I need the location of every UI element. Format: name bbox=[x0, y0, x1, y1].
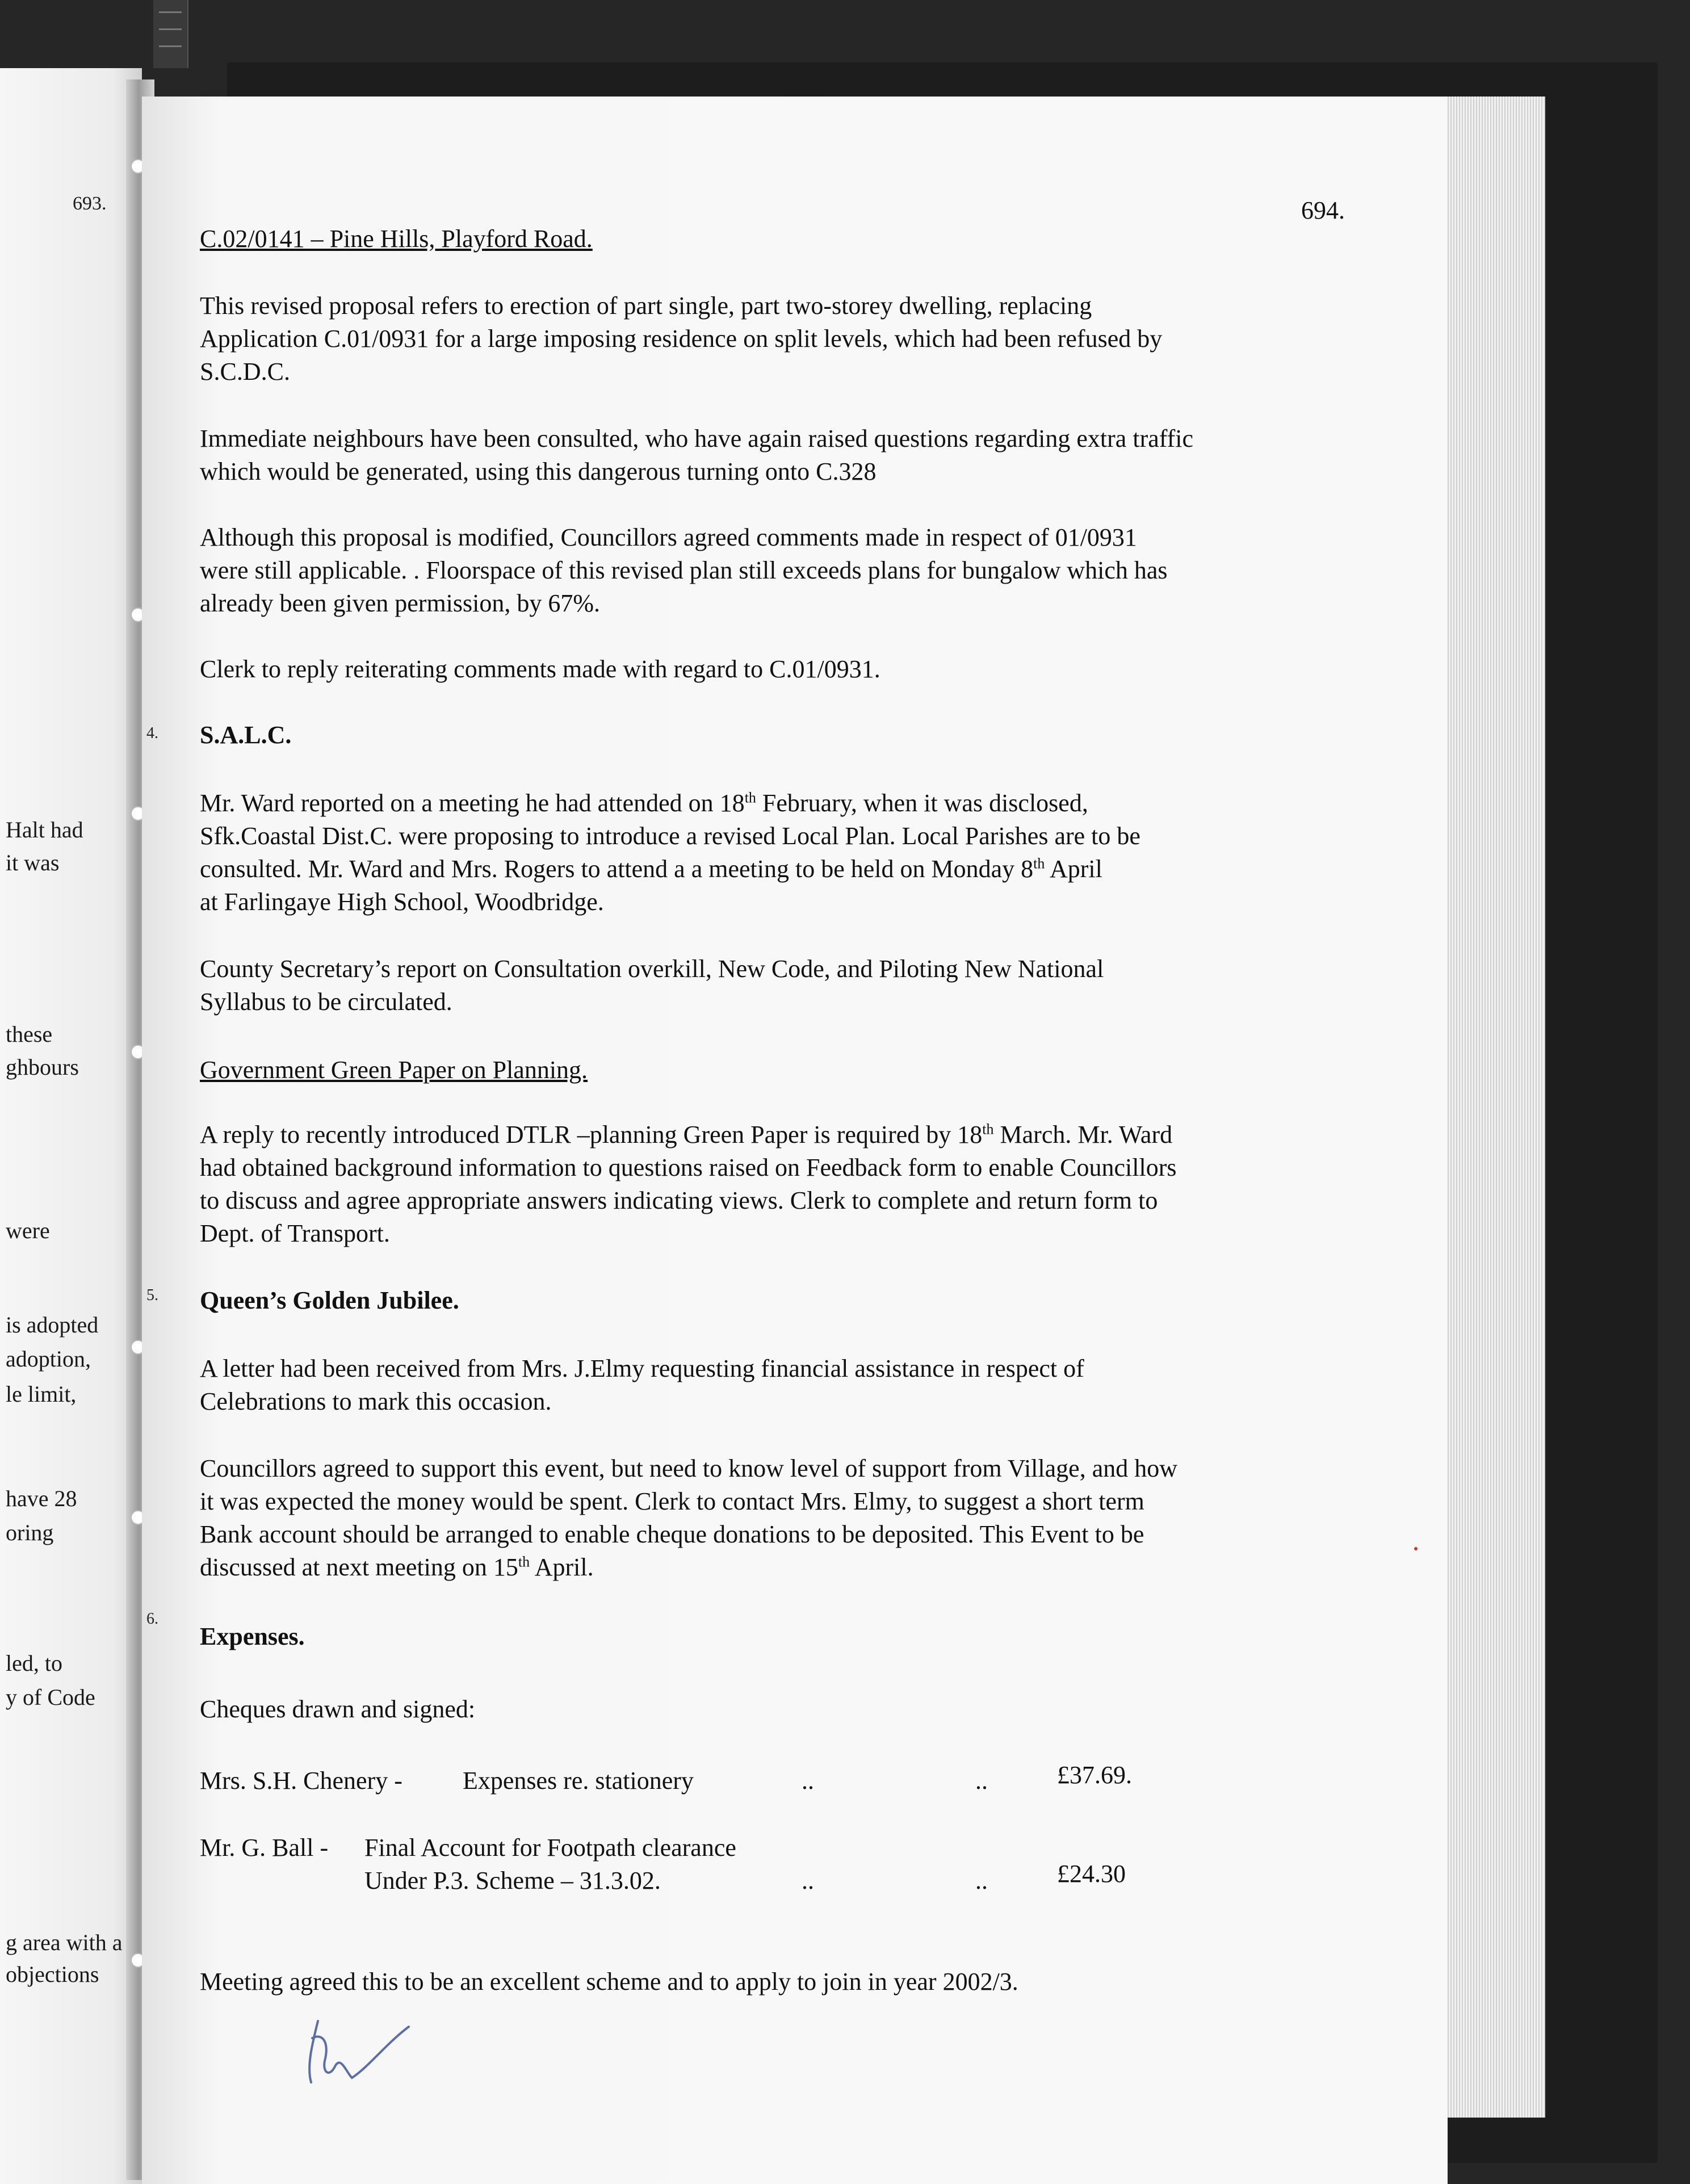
closing-line: Meeting agreed this to be an excellent scheme and to apply to join in year 2002/3. bbox=[200, 1968, 1018, 1996]
expense-leader: .. bbox=[975, 1767, 988, 1795]
left-fragment: led, to bbox=[6, 1650, 62, 1676]
left-fragment: have 28 bbox=[6, 1486, 77, 1511]
left-fragment: these bbox=[6, 1021, 53, 1047]
expense-payee: Mrs. S.H. Chenery - bbox=[200, 1767, 402, 1795]
page-number: 694. bbox=[1301, 196, 1345, 224]
paragraph-line: Although this proposal is modified, Councillors agreed comments made in respect of 01/0931 bbox=[200, 523, 1137, 551]
left-fragment: g area with a bbox=[6, 1930, 123, 1955]
paragraph-line: Sfk.Coastal Dist.C. were proposing to introduce a revised Local Plan. Local Parishes are to be bbox=[200, 822, 1140, 850]
handwritten-initials-signature bbox=[295, 2010, 420, 2089]
expense-description: Under P.3. Scheme – 31.3.02. bbox=[364, 1867, 661, 1894]
paragraph-line: at Farlingaye High School, Woodbridge. bbox=[200, 888, 604, 916]
expense-payee: Mr. G. Ball - bbox=[200, 1834, 329, 1862]
left-fragment: adoption, bbox=[6, 1346, 91, 1372]
paragraph-line: discussed at next meeting on 15th April. bbox=[200, 1553, 594, 1581]
item-number: 6. bbox=[146, 1610, 158, 1628]
left-fragment: le limit, bbox=[6, 1381, 77, 1407]
paragraph-line: Application C.01/0931 for a large imposing residence on split levels, which had been refused by bbox=[200, 325, 1163, 353]
paragraph-line: Syllabus to be circulated. bbox=[200, 988, 452, 1016]
item-number: 5. bbox=[146, 1286, 158, 1304]
paragraph-line: County Secretary’s report on Consultation overkill, New Code, and Piloting New National bbox=[200, 955, 1104, 983]
paragraph-line: Mr. Ward reported on a meeting he had attended on 18th February, when it was disclosed, bbox=[200, 789, 1088, 817]
expense-leader: .. bbox=[975, 1867, 988, 1894]
left-fragment: is adopted bbox=[6, 1312, 99, 1338]
paragraph-line: to discuss and agree appropriate answers indicating views. Clerk to complete and return form to bbox=[200, 1187, 1158, 1214]
expense-amount: £37.69. bbox=[1057, 1761, 1132, 1789]
left-page bbox=[0, 68, 142, 2184]
section-heading-jubilee: Queen’s Golden Jubilee. bbox=[200, 1286, 459, 1314]
paragraph-line: which would be generated, using this dangerous turning onto C.328 bbox=[200, 458, 877, 485]
paragraph-line: Dept. of Transport. bbox=[200, 1219, 390, 1247]
paragraph-line: Councillors agreed to support this event, but need to know level of support from Village, and how bbox=[200, 1454, 1177, 1482]
left-fragment: y of Code bbox=[6, 1684, 95, 1710]
green-paper-heading: Government Green Paper on Planning. bbox=[200, 1056, 588, 1084]
left-fragment: it was bbox=[6, 850, 60, 875]
ruler-tick bbox=[159, 28, 182, 30]
paragraph-line: Celebrations to mark this occasion. bbox=[200, 1387, 552, 1415]
paragraph-line: Immediate neighbours have been consulted, who have again raised questions regarding extra traffic bbox=[200, 425, 1194, 452]
ink-mark bbox=[1414, 1547, 1418, 1550]
paragraph-line: A letter had been received from Mrs. J.Elmy requesting financial assistance in respect of bbox=[200, 1355, 1084, 1382]
left-fragment: ghbours bbox=[6, 1054, 79, 1080]
expense-description: Final Account for Footpath clearance bbox=[364, 1834, 736, 1862]
paragraph-line: A reply to recently introduced DTLR –planning Green Paper is required by 18th March. Mr. Ward bbox=[200, 1121, 1173, 1148]
left-page-number: 693. bbox=[73, 193, 107, 214]
item-number: 4. bbox=[146, 724, 158, 742]
page-edges bbox=[1442, 97, 1545, 2118]
ruler-tick bbox=[159, 45, 182, 47]
paragraph-line: This revised proposal refers to erection of part single, part two-storey dwelling, replacing bbox=[200, 292, 1092, 320]
planning-heading: C.02/0141 – Pine Hills, Playford Road. bbox=[200, 225, 593, 253]
left-fragment: objections bbox=[6, 1961, 99, 1987]
expense-leader: .. bbox=[802, 1767, 814, 1795]
left-fragment: oring bbox=[6, 1520, 54, 1545]
paragraph-line: had obtained background information to questions raised on Feedback form to enable Councillors bbox=[200, 1154, 1177, 1181]
paragraph-line: already been given permission, by 67%. bbox=[200, 589, 601, 617]
binder-ruler bbox=[153, 0, 188, 68]
section-heading-expenses: Expenses. bbox=[200, 1623, 305, 1650]
paragraph-line: S.C.D.C. bbox=[200, 358, 290, 385]
expense-leader: .. bbox=[802, 1867, 814, 1894]
paragraph-line: Bank account should be arranged to enable cheque donations to be deposited. This Event to be bbox=[200, 1520, 1144, 1548]
paragraph-line: Clerk to reply reiterating comments made with regard to C.01/0931. bbox=[200, 655, 880, 683]
paragraph-line: consulted. Mr. Ward and Mrs. Rogers to attend a a meeting to be held on Monday 8th April bbox=[200, 855, 1102, 883]
expense-description: Expenses re. stationery bbox=[463, 1767, 694, 1795]
section-heading-salc: S.A.L.C. bbox=[200, 721, 292, 749]
ruler-tick bbox=[159, 11, 182, 13]
paragraph-line: were still applicable. . Floorspace of this revised plan still exceeds plans for bungalow which has bbox=[200, 556, 1168, 584]
left-fragment: Halt had bbox=[6, 817, 83, 842]
left-fragment: were bbox=[6, 1218, 50, 1243]
paragraph-line: it was expected the money would be spent. Clerk to contact Mrs. Elmy, to suggest a short term bbox=[200, 1487, 1144, 1515]
cheques-intro: Cheques drawn and signed: bbox=[200, 1695, 476, 1723]
expense-amount: £24.30 bbox=[1057, 1860, 1126, 1888]
